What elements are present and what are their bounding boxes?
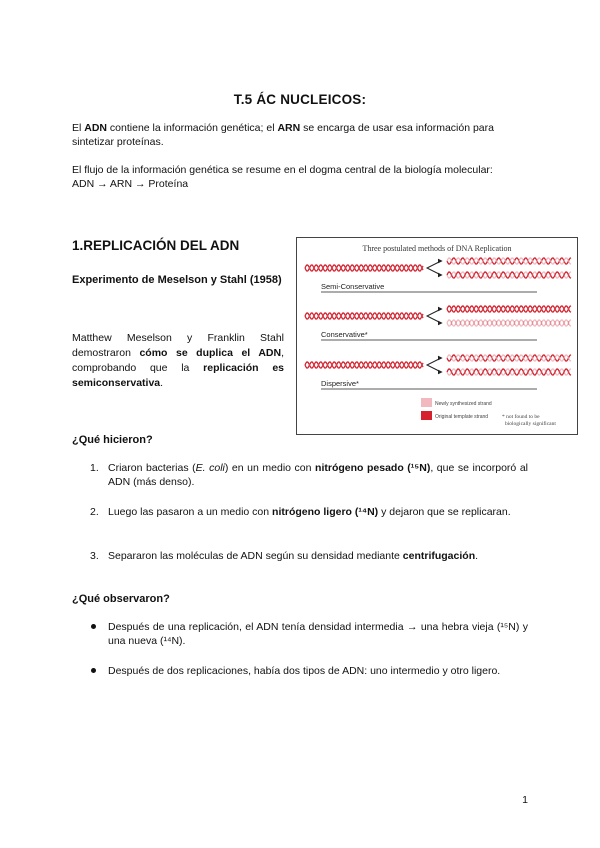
text-run: , comprobando que la — [72, 347, 284, 374]
text-run: , que se incorporó al ADN (más denso). — [108, 462, 528, 488]
list-number: 3. — [90, 550, 99, 562]
bold-text: nitrógeno ligero (¹⁴N) — [272, 506, 379, 518]
row-dispersive-arrowhead-a — [438, 356, 442, 360]
experiment-subheading: Experimento de Meselson y Stahl (1958) — [72, 274, 282, 286]
experiment-paragraph — [72, 331, 284, 391]
row-conservative-label: Conservative* — [321, 330, 368, 339]
row-semi-conservative-arrowhead-a — [438, 259, 442, 263]
bold-text: centrifugación — [402, 550, 476, 562]
intro-paragraph-1 — [72, 121, 532, 149]
legend-original-swatch — [421, 411, 432, 420]
figure-rows — [305, 258, 571, 389]
dogma-flow-text: ADN → ARN → Proteína — [72, 178, 189, 190]
list-number: 1. — [90, 462, 99, 474]
figure-title: Three postulated methods of DNA Replication — [362, 244, 512, 253]
text-run: se encarga de usar esa información para sintetizar proteínas. — [72, 122, 494, 148]
replication-diagram — [297, 238, 577, 434]
row-conservative-arrow — [427, 309, 441, 323]
row-dispersive-label: Dispersive* — [321, 379, 359, 388]
figure-footnote-line2: biologically significant — [505, 421, 556, 427]
bullet-icon — [91, 624, 96, 629]
dogma-intro-text: El flujo de la información genética se resume en el dogma central de la biología molecular: — [72, 164, 493, 176]
italic-text: E. coli — [195, 462, 225, 474]
row-dispersive-arrowhead-b — [438, 370, 442, 374]
row-conservative-arrowhead-b — [438, 321, 442, 325]
legend-original-label: Original template strand — [435, 414, 489, 420]
text-run: . — [160, 377, 164, 389]
list-number: 2. — [90, 506, 99, 518]
text-run: . — [475, 550, 479, 562]
text-run: y dejaron que se replicaran. — [378, 506, 511, 518]
list-item-text — [108, 461, 528, 489]
bullet-icon — [91, 668, 96, 673]
row-semi-conservative-label: Semi-Conservative — [321, 282, 385, 291]
legend-new-swatch — [421, 398, 432, 407]
bold-text: ADN — [84, 122, 108, 134]
observaron-heading: ¿Qué observaron? — [72, 593, 170, 605]
list-item-text: Después de una replicación, el ADN tenía densidad intermedia → una hebra vieja (¹⁵N) y una nueva (¹⁴N). — [108, 621, 528, 647]
row-semi-conservative-arrow — [427, 261, 441, 275]
text-run: Matthew Meselson y Franklin Stahl demostraron — [72, 332, 284, 359]
row-conservative-arrowhead-a — [438, 307, 442, 311]
bold-text: replicación es semiconservativa — [72, 362, 284, 389]
text-run: Criaron bacterias ( — [108, 462, 196, 474]
text-run: ) en un medio con — [224, 462, 316, 474]
bold-text: ARN — [277, 122, 301, 134]
list-item-text: Después de dos replicaciones, había dos tipos de ADN: uno intermedio y otro ligero. — [108, 665, 501, 677]
bold-text: cómo se duplica el ADN — [139, 347, 282, 359]
section-heading: 1.REPLICACIÓN DEL ADN — [72, 238, 240, 253]
replication-methods-figure — [296, 237, 578, 435]
bold-text: nitrógeno pesado (¹⁵N) — [315, 462, 431, 474]
legend-new-label: Newly synthesized strand — [435, 401, 492, 407]
list-item-text — [108, 505, 528, 519]
row-dispersive-arrow — [427, 358, 441, 372]
text-run: Separaron las moléculas de ADN según su densidad mediante — [108, 550, 403, 562]
text-run: El — [72, 122, 85, 134]
row-semi-conservative-arrowhead-b — [438, 273, 442, 277]
list-item-text — [108, 549, 528, 563]
text-run: contiene la información genética; el — [107, 122, 278, 134]
page-number: 1 — [522, 794, 528, 806]
hicieron-heading: ¿Qué hicieron? — [72, 434, 153, 446]
figure-footnote: * not found to be — [502, 414, 540, 420]
page-title: T.5 ÁC NUCLEICOS: — [233, 92, 367, 107]
intro-paragraph-2 — [72, 163, 532, 191]
text-run: Luego las pasaron a un medio con — [108, 506, 273, 518]
